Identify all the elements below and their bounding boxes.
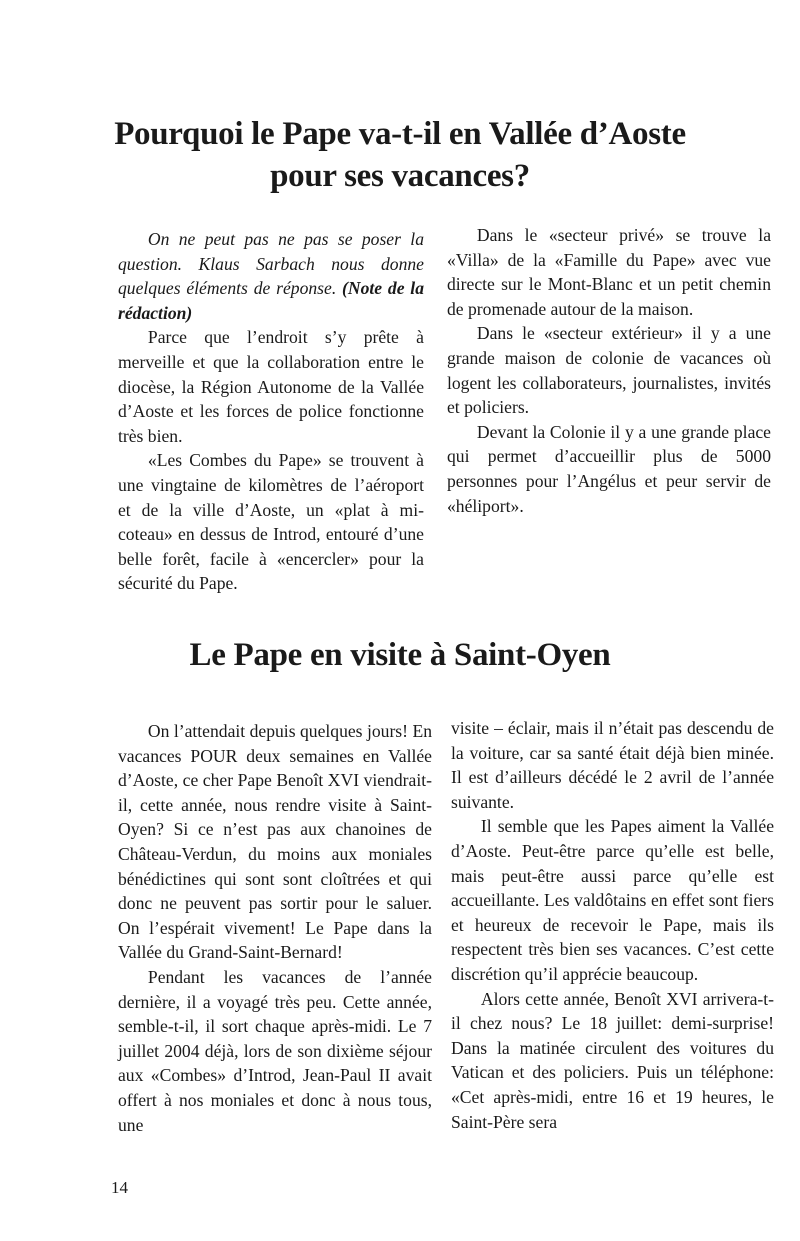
article1-title	[60, 113, 740, 197]
article1-intro	[118, 227, 424, 325]
article1-title-line2: pour ses vacances?	[270, 158, 530, 194]
article1-paragraph: «Les Combes du Pape» se trouvent à une vingtaine de kilomètres de l’aéroport et de la ville d’Aoste, un «plat à mi-coteau» en dessus de Introd, entouré d’une belle forêt, facile à «encercler» pour la sécurité du Pape.	[118, 450, 424, 594]
page-number: 14	[111, 1178, 128, 1197]
article2-paragraph: visite – éclair, mais il n’était pas descendu de la voiture, car sa santé était déjà bien minée. Il est d’ailleurs décédé le 2 avril de l’année suivante.	[451, 718, 774, 812]
article2-paragraph: Il semble que les Papes aiment la Vallée d’Aoste. Peut-être parce qu’elle est belle, mais peut-être aussi parce qu’elle est accueillante. Les valdôtains en effet sont fiers et heureux de recevoir le Pape, mais ils respectent très bien ses vacances. C’est cette discrétion qu’il apprécie beaucoup.	[451, 816, 774, 984]
article2-paragraph: Pendant les vacances de l’année dernière, il a voyagé très peu. Cette année, semble-t-il, il sort chaque après-midi. Le 7 juillet 2004 déjà, lors de son dixième séjour aux «Combes» d’Introd, Jean-Paul II avait offert à nos moniales et donc à nous tous, une	[118, 966, 432, 1135]
article1-title-line1: Pourquoi le Pape va-t-il en Vallée d’Aoste	[114, 116, 686, 152]
article1-paragraph: Dans le «secteur privé» se trouve la «Villa» de la «Famille du Pape» avec vue directe sur le Mont-Blanc et un petit chemin de promenade autour de la maison.	[447, 225, 771, 319]
article1-intro-text: On ne peut pas ne pas se poser la question. Klaus Sarbach nous donne quelques éléments de réponse.	[118, 229, 424, 299]
article1-intro-note: (Note de la rédaction)	[118, 278, 424, 323]
article1-paragraph: Dans le «secteur extérieur» il y a une grande maison de colonie de vacances où logent les collaborateurs, journalistes, invités et policiers.	[447, 323, 771, 418]
article2-paragraph: Alors cette année, Benoît XVI arrivera-t-il chez nous? Le 18 juillet: demi-surprise! Dans la matinée circulent des voitures du Vatican et des policiers. Puis un téléphone: «Cet après-midi, entre 16 et 19 heures, le Saint-Père sera	[451, 988, 774, 1132]
article2-title: Le Pape en visite à Saint-Oyen	[189, 637, 611, 673]
article2-paragraph: On l’attendait depuis quelques jours! En vacances POUR deux semaines en Vallée d’Aoste, ce cher Pape Benoît XVI viendrait-il, cette année, nous rendre visite à Saint-Oyen? Si ce n’est pas aux chanoines de Château-Verdun, du moins aux moniales bénédictines qui sont sont cloîtrées et qui donc ne peuvent pas sortir pour le saluer. On l’espérait vivement! Le Pape dans la Vallée du Grand-Saint-Bernard!	[118, 721, 432, 963]
article1-paragraph: Devant la Colonie il y a une grande place qui permet d’accueillir plus de 5000 personnes pour l’Angélus et peur servir de «héliport».	[447, 421, 771, 516]
article1-right-column	[447, 223, 771, 518]
article1-left-column	[118, 227, 424, 596]
article1-paragraph: Parce que l’endroit s’y prête à merveille et que la collaboration entre le diocèse, la Région Autonome de la Vallée d’Aoste et les forces de police fonctionne très bien.	[118, 327, 424, 446]
article2-right-column	[451, 716, 774, 1134]
article2-left-column	[118, 719, 432, 1137]
